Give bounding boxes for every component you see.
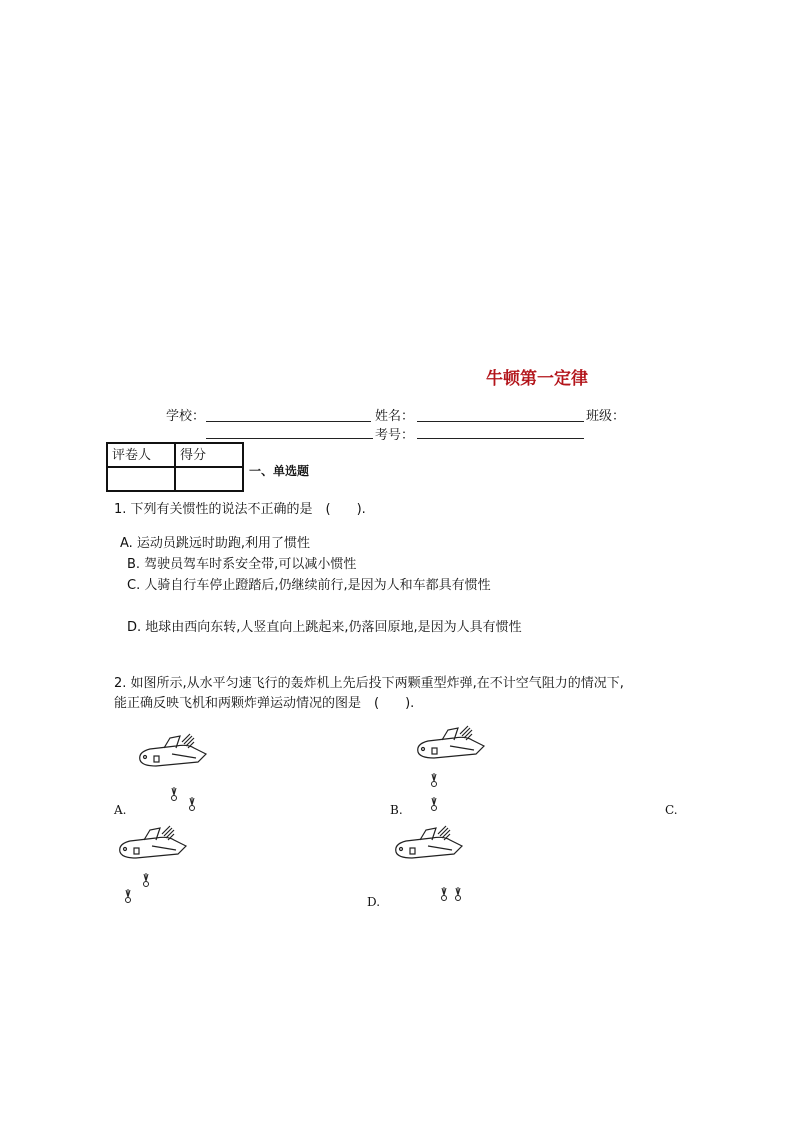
score-cell: 得分 — [175, 443, 243, 467]
score-table — [106, 442, 244, 492]
q1-option-c[interactable]: C. 人骑自行车停止蹬踏后,仍继续前行,是因为人和车都具有惯性 — [127, 578, 491, 593]
grader-cell: 评卷人 — [107, 443, 175, 467]
class-label: 班级： — [586, 409, 626, 424]
name-field-line[interactable] — [417, 421, 584, 422]
label-b: B. — [390, 803, 403, 817]
grader-input-cell[interactable] — [107, 467, 175, 491]
label-a: A. — [114, 803, 127, 817]
q1-option-b[interactable]: B. 驾驶员驾车时系安全带,可以减小惯性 — [127, 557, 357, 572]
extra-field-line[interactable] — [206, 438, 373, 439]
q2-stem-line1: 2. 如图所示,从水平匀速飞行的轰炸机上先后投下两颗重型炸弹,在不计空气阻力的情况下, — [114, 676, 624, 691]
page-title: 牛顿第一定律 — [486, 369, 588, 389]
name-label: 姓名： — [375, 409, 415, 424]
plane-figure-c[interactable] — [116, 824, 188, 908]
plane-figure-b[interactable] — [414, 724, 486, 814]
q1-option-a[interactable]: A. 运动员跳远时助跑,利用了惯性 — [120, 536, 311, 551]
exam-no-label: 考号： — [375, 428, 415, 443]
school-field-line[interactable] — [206, 421, 371, 422]
q1-option-d[interactable]: D. 地球由西向东转,人竖直向上跳起来,仍落回原地,是因为人具有惯性 — [127, 620, 522, 635]
plane-figure-a[interactable] — [136, 732, 208, 814]
score-input-cell[interactable] — [175, 467, 243, 491]
exam-no-field-line[interactable] — [417, 438, 584, 439]
label-c: C. — [665, 803, 678, 817]
q2-stem-line2: 能正确反映飞机和两颗炸弹运动情况的图是 ( ). — [114, 696, 415, 711]
label-d: D. — [367, 895, 381, 909]
q1-stem: 1. 下列有关惯性的说法不正确的是 ( ). — [114, 502, 366, 517]
school-label: 学校： — [166, 409, 206, 424]
section-heading: 一、单选题 — [249, 464, 310, 478]
plane-figure-d[interactable] — [392, 824, 464, 906]
